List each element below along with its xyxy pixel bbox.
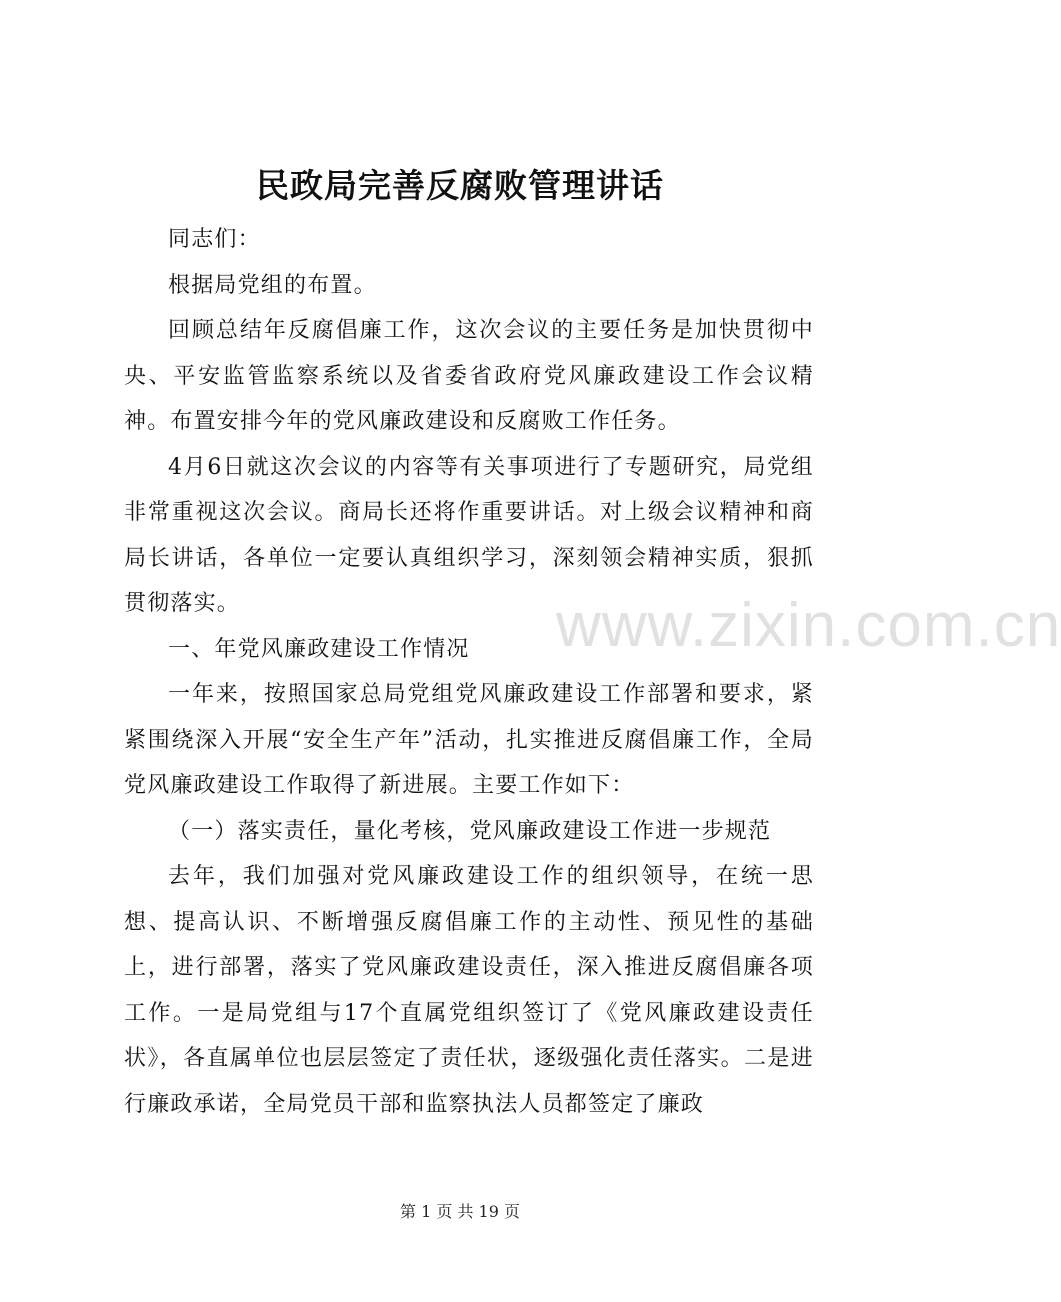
body-paragraph: 一年来，按照国家总局党组党风廉政建设工作部署和要求，紧紧围绕深入开展“安全生产年”活动，扎实推进反腐倡廉工作，全局党风廉政建设工作取得了新进展。主要工作如下：	[124, 682, 814, 798]
document-body	[124, 217, 814, 1127]
page-footer: 第 1 页 共 19 页	[400, 1202, 520, 1221]
body-paragraph: 去年，我们加强对党风廉政建设工作的组织领导，在统一思想、提高认识、不断增强反腐倡廉工作的主动性、预见性的基础上，进行部署，落实了党风廉政建设责任，深入推进反腐倡廉各项工作。一是局党组与17个直属党组织签订了《党风廉政建设责任状》，各直属单位也层层签定了责任状，逐级强化责任落实。二是进行廉政承诺，全局党员干部和监察执法人员都签定了廉政	[124, 864, 814, 1117]
body-paragraph: 根据局党组的布置。	[168, 272, 377, 298]
body-paragraph: 4月6日就这次会议的内容等有关事项进行了专题研究，局党组非常重视这次会议。商局长还将作重要讲话。对上级会议精神和商局长讲话，各单位一定要认真组织学习，深刻领会精神实质，狠抓贯彻落实。	[124, 454, 814, 616]
watermark: www.zixin.com.cn	[556, 591, 1061, 660]
section-heading: 一、年党风廉政建设工作情况	[168, 636, 470, 662]
greeting-paragraph: 同志们：	[168, 227, 261, 252]
document-title: 民政局完善反腐败管理讲话	[256, 166, 664, 205]
body-paragraph: 回顾总结年反腐倡廉工作，这次会议的主要任务是加快贯彻中央、平安监管监察系统以及省委省政府党风廉政建设工作会议精神。布置安排今年的党风廉政建设和反腐败工作任务。	[124, 318, 814, 434]
subsection-heading: （一）落实责任，量化考核，党风廉政建设工作进一步规范	[168, 818, 772, 844]
